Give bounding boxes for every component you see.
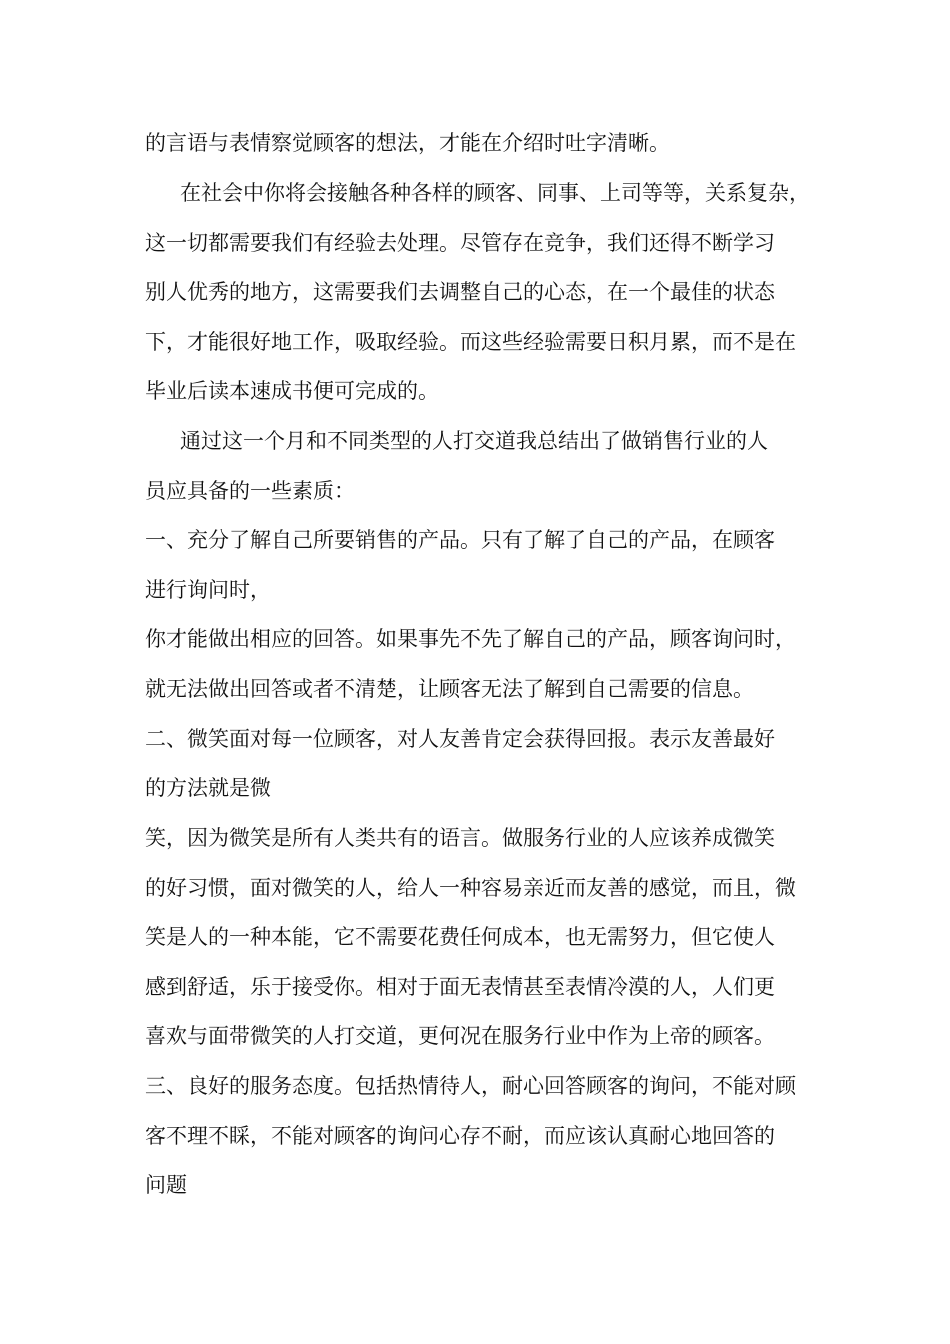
text-line: 通过这一个月和不同类型的人打交道我总结出了做销售行业的人 bbox=[180, 429, 768, 453]
text-line: 的言语与表情察觉顾客的想法，才能在介绍时吐字清晰。 bbox=[145, 131, 670, 155]
text-line: 笑，因为微笑是所有人类共有的语言。做服务行业的人应该养成微笑 bbox=[145, 826, 775, 850]
text-line: 的好习惯，面对微笑的人，给人一种容易亲近而友善的感觉，而且，微 bbox=[145, 876, 796, 900]
text-line: 的方法就是微 bbox=[145, 776, 271, 800]
text-line: 感到舒适，乐于接受你。相对于面无表情甚至表情冷漠的人，人们更 bbox=[145, 975, 775, 999]
text-line: 在社会中你将会接触各种各样的顾客、同事、上司等等，关系复杂， bbox=[180, 181, 810, 205]
text-line: 进行询问时， bbox=[145, 578, 271, 602]
text-line: 别人优秀的地方，这需要我们去调整自己的心态，在一个最佳的状态 bbox=[145, 280, 775, 304]
text-line: 你才能做出相应的回答。如果事先不先了解自己的产品，顾客询问时， bbox=[145, 627, 796, 651]
text-line: 问题 bbox=[145, 1173, 187, 1197]
text-line: 毕业后读本速成书便可完成的。 bbox=[145, 379, 439, 403]
text-line: 员应具备的一些素质： bbox=[145, 479, 355, 503]
text-line: 笑是人的一种本能，它不需要花费任何成本，也无需努力，但它使人 bbox=[145, 925, 775, 949]
text-line: 下，才能很好地工作，吸取经验。而这些经验需要日积月累，而不是在 bbox=[145, 330, 796, 354]
text-line: 就无法做出回答或者不清楚，让顾客无法了解到自己需要的信息。 bbox=[145, 677, 754, 701]
text-line: 客不理不睬，不能对顾客的询问心存不耐，而应该认真耐心地回答的 bbox=[145, 1124, 775, 1148]
text-line: 喜欢与面带微笑的人打交道，更何况在服务行业中作为上帝的顾客。 bbox=[145, 1024, 775, 1048]
text-line: 三、良好的服务态度。包括热情待人，耐心回答顾客的询问，不能对顾 bbox=[145, 1074, 796, 1098]
text-line: 二、微笑面对每一位顾客，对人友善肯定会获得回报。表示友善最好 bbox=[145, 727, 775, 751]
text-line: 这一切都需要我们有经验去处理。尽管存在竞争，我们还得不断学习 bbox=[145, 231, 775, 255]
text-line: 一、充分了解自己所要销售的产品。只有了解了自己的产品，在顾客 bbox=[145, 528, 775, 552]
